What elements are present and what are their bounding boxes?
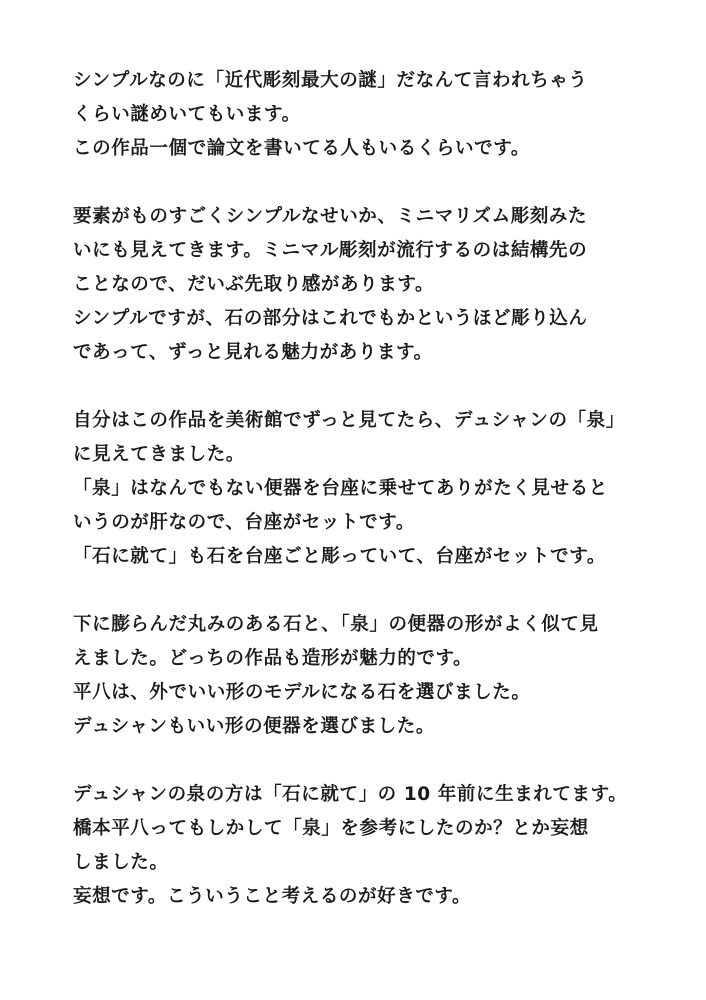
paragraph-1 [73,64,673,166]
paragraph-4 [73,608,673,744]
document-page [73,64,673,948]
paragraph-3 [73,404,673,574]
text-line: 「石に就て」も石を台座ごと彫っていて、台座がセットです。 [73,546,606,567]
text-line: 要素がものすごくシンプルなせいか、ミニマリズム彫刻みた [73,206,588,227]
text-line: いにも見えてきます。ミニマル彫刻が流行するのは結構先の [73,240,588,261]
text-line: しました。 [73,852,169,873]
text-line: いうのが肝なので、台座がセットです。 [73,512,415,533]
text-line: この作品一個で論文を書いてる人もいるくらいです。 [73,138,530,159]
text-line: であって、ずっと見れる魅力があります。 [73,342,433,363]
text-line: 自分はこの作品を美術館でずっと見てたら、デュシャンの「泉」 [73,410,625,431]
text-line: 橋本平八ってもしかして「泉」を参考にしたのか？とか妄想 [73,818,589,839]
text-line: に見えてきました。 [73,444,245,465]
text-line: デュシャンの泉の方は「石に就て」の 10 年前に生まれてます。 [73,784,628,805]
text-line: くらい謎めいてもいます。 [73,104,301,125]
paragraph-2 [73,200,673,370]
text-line: デュシャンもいい形の便器を選びました。 [73,716,435,737]
text-line: 妄想です。こういうこと考えるのが好きです。 [73,886,472,907]
text-line: シンプルなのに「近代彫刻最大の謎」だなんて言われちゃう [73,70,588,91]
text-line: ことなので、だいぶ先取り感があります。 [73,274,435,295]
text-line: 平八は、外でいい形のモデルになる石を選びました。 [73,682,531,703]
paragraph-5 [73,778,673,914]
text-line: シンプルですが、石の部分はこれでもかというほど彫り込ん [73,308,588,329]
text-line: 「泉」はなんでもない便器を台座に乗せてありがたく見せると [73,478,608,499]
text-line: 下に膨らんだ丸みのある石と、「泉」の便器の形がよく似て見 [73,614,599,635]
text-line: えました。どっちの作品も造形が魅力的です。 [73,648,473,669]
